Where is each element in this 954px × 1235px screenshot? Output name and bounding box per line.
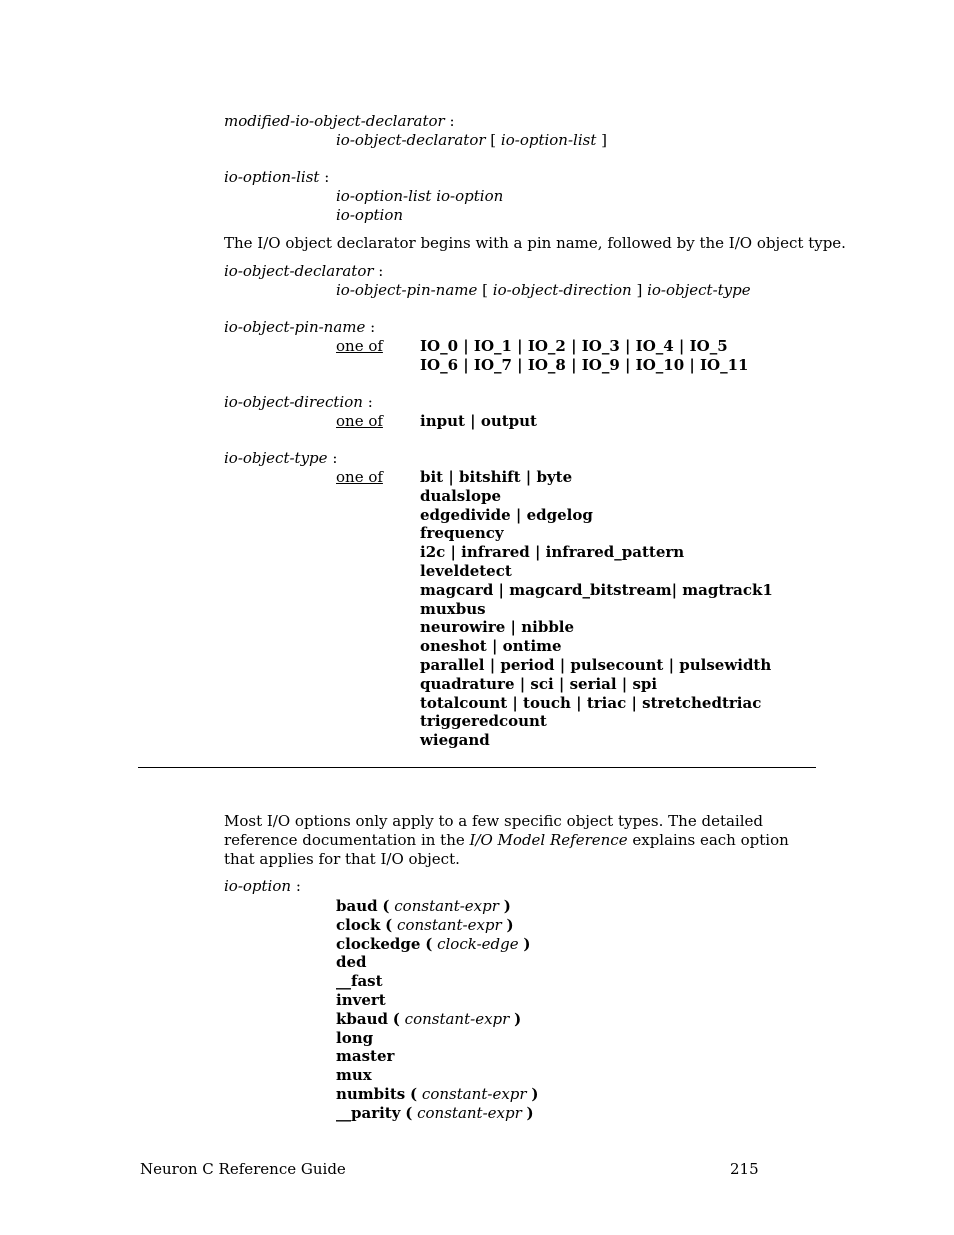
grammar-term-io-object-direction: io-object-direction :: [224, 393, 373, 411]
direction-list: input | output: [420, 412, 537, 430]
grammar-rule: io-object-pin-name [ io-object-direction ] io-object-type: [336, 281, 751, 299]
grammar-term-io-object-type: io-object-type :: [224, 449, 338, 467]
object-type-line: i2c | infrared | infrared_pattern: [420, 543, 685, 562]
object-type-line: wiegand: [420, 731, 490, 750]
io-option-item: numbits ( constant-expr ): [336, 1084, 539, 1103]
io-option-item: baud ( constant-expr ): [336, 897, 511, 915]
grammar-term-io-object-pin-name: io-object-pin-name :: [224, 318, 376, 336]
object-type-line: totalcount | touch | triac | stretchedtriac: [420, 693, 762, 712]
object-type-line: parallel | period | pulsecount | pulsewidth: [420, 655, 772, 674]
grammar-term-io-object-declarator: io-object-declarator :: [224, 262, 384, 280]
options-paragraph: Most I/O options only apply to a few specific object types. The detailed reference documentation in the I/O Model Reference explains each option that applies for that I/O object.: [224, 812, 789, 868]
io-option-item: ded: [336, 953, 367, 972]
object-type-line: dualslope: [420, 486, 501, 505]
page-number: 215: [730, 1160, 759, 1178]
object-type-line: muxbus: [420, 599, 486, 618]
io-option-item: invert: [336, 990, 386, 1009]
object-type-list: [420, 468, 773, 750]
io-option-item: master: [336, 1047, 395, 1066]
grammar-rule: io-option: [336, 206, 404, 224]
io-option-list: [336, 897, 538, 1123]
intro-sentence: The I/O object declarator begins with a pin name, followed by the I/O object type.: [224, 234, 846, 252]
object-type-line: bit | bitshift | byte: [420, 468, 573, 486]
reference-title: I/O Model Reference: [469, 831, 628, 849]
footer-title: Neuron C Reference Guide: [140, 1160, 346, 1178]
object-type-line: edgedivide | edgelog: [420, 505, 593, 524]
one-of-qualifier: one of: [336, 468, 383, 486]
pin-name-list: IO_6 | IO_7 | IO_8 | IO_9 | IO_10 | IO_11: [420, 356, 749, 374]
grammar-term-io-option: io-option :: [224, 877, 301, 895]
grammar-rule: io-option-list io-option: [336, 187, 504, 205]
one-of-qualifier: one of: [336, 412, 383, 430]
object-type-line: quadrature | sci | serial | spi: [420, 674, 658, 693]
object-type-line: leveldetect: [420, 561, 512, 580]
object-type-line: neurowire | nibble: [420, 618, 575, 637]
io-option-item: clockedge ( clock-edge ): [336, 934, 531, 953]
grammar-rule: io-object-declarator [ io-option-list ]: [336, 131, 607, 149]
io-option-item: mux: [336, 1066, 372, 1085]
io-option-item: clock ( constant-expr ): [336, 915, 514, 934]
section-divider: [138, 767, 816, 768]
grammar-term-io-option-list: io-option-list :: [224, 168, 330, 186]
io-option-item: kbaud ( constant-expr ): [336, 1009, 522, 1028]
grammar-term-modified-io-object-declarator: modified-io-object-declarator :: [224, 112, 455, 130]
object-type-line: magcard | magcard_bitstream| magtrack1: [420, 580, 773, 599]
object-type-line: frequency: [420, 524, 504, 543]
pin-name-list: IO_0 | IO_1 | IO_2 | IO_3 | IO_4 | IO_5: [420, 337, 728, 355]
one-of-qualifier: one of: [336, 337, 383, 355]
io-option-item: __fast: [336, 972, 383, 991]
object-type-line: oneshot | ontime: [420, 637, 562, 656]
object-type-line: triggeredcount: [420, 712, 547, 731]
io-option-item: __parity ( constant-expr ): [336, 1103, 534, 1122]
io-option-item: long: [336, 1028, 374, 1047]
